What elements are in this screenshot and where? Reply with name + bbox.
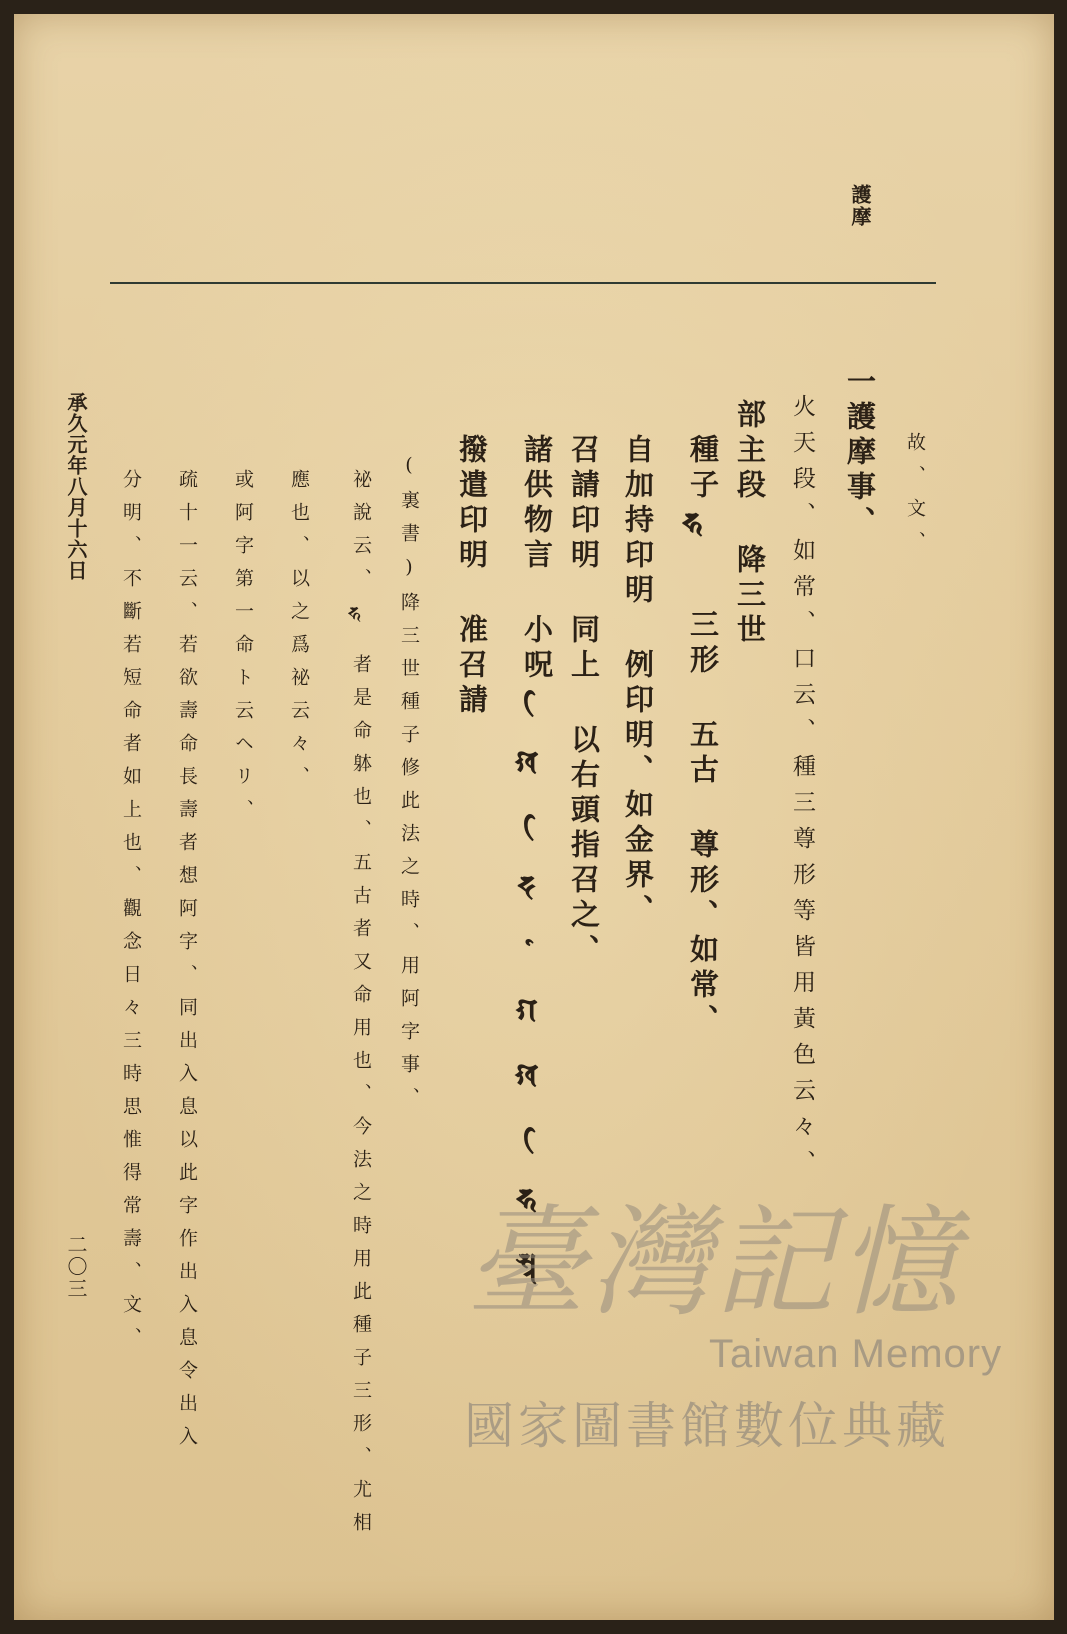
text-column: 召請印明 同上 以右頭指召之、 [567, 434, 601, 969]
header-rule [110, 282, 936, 284]
watermark-chinese: 國家圖書館數位典藏 [464, 1397, 950, 1455]
text-column: 分明、不斷若短命者如上也、觀念日々三時思惟得常壽、文、 [120, 469, 142, 1360]
watermark-logo-text: 臺灣記憶 [466, 1194, 962, 1333]
running-header: 護摩 [848, 184, 872, 228]
text-column: 種子𑖮 三形 五古 尊形、如常、 [686, 434, 720, 1039]
text-column: 故、文、 [904, 432, 926, 564]
text-column: 應也、以之爲祕云々、 [288, 469, 310, 799]
text-column: 火天段、如常、口云、種三尊形等皆用黃色云々、 [789, 394, 815, 1186]
text-column: 祕說云、𑖮者是命躰也、五古者又命用也、今法之時用此種子三形、尤相 [350, 469, 372, 1545]
text-column: 一護摩事、 [843, 366, 877, 541]
text-column: 撥遣印明 准召請 [455, 434, 489, 719]
page-number: 二〇三 [64, 1234, 88, 1300]
text-column: (裏書)降三世種子修此法之時、用阿字事、 [398, 454, 420, 1120]
text-column: 自加持印明 例印明、如金界、 [621, 434, 655, 929]
text-column: 部主段 降三世 [733, 399, 767, 649]
watermark-english: Taiwan Memory [709, 1332, 1003, 1376]
colophon-date: 承久元年八月十六日 [64, 392, 88, 581]
text-column: 諸供物言 小呪𑖏𑖰𑖟𑖰𑖐𑖸𑖏𑖮𑖰𑖭𑖿𑖝 [520, 434, 554, 1310]
text-column: 或阿字第一命ト云ヘリ、 [232, 469, 254, 832]
document-page [14, 14, 1054, 1620]
watermark-logo [454, 1184, 974, 1344]
text-column: 疏十一云、若欲壽命長壽者想阿字、同出入息以此字作出入息令出入 [176, 469, 198, 1459]
